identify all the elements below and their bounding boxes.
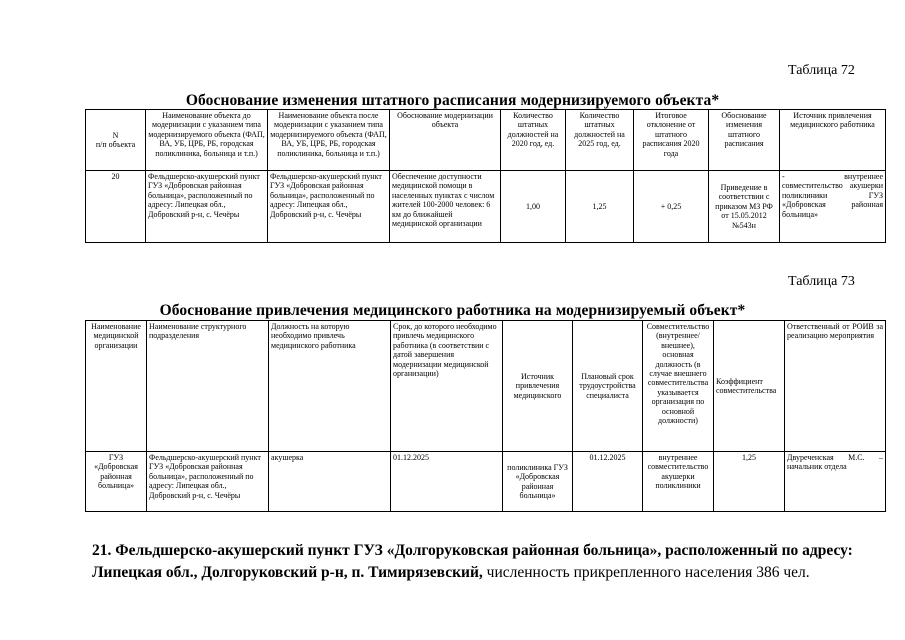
table72-header-cell: Количество штатных должностей на 2025 год, ед. bbox=[566, 110, 634, 171]
table72-header-cell: Итоговое отклонение от штатного расписания 2020 года bbox=[634, 110, 709, 171]
table73-cell: Фельдшерско-акушерский пункт ГУЗ «Добровская районная больница», расположенный по адресу: Липецкая обл., Добровский р-н, с. Чечёры bbox=[147, 452, 269, 512]
table73-header-cell: Плановый срок трудоустройства специалиста bbox=[573, 321, 643, 452]
table72 bbox=[85, 109, 886, 243]
table72-cell: Обеспечение доступности медицинской помощи в населенных пунктах с числом жителей 100-2000 человек: 6 км до ближайшей медицинской организации bbox=[390, 171, 501, 243]
table73 bbox=[85, 320, 886, 512]
table73-header-row bbox=[86, 321, 886, 452]
table73-cell: поликлиника ГУЗ «Добровская районная больница» bbox=[503, 452, 573, 512]
table72-header-cell: Обоснование изменения штатного расписания bbox=[709, 110, 780, 171]
table73-cell: ГУЗ «Добровская районная больница» bbox=[86, 452, 147, 512]
table73-cell: 01.12.2025 bbox=[391, 452, 503, 512]
table72-header-cell: Наименование объекта после модернизации с указанием типа модернизируемого объекта (ФАП, ВА, УБ, ЦРБ, РБ, городская поликлиника, больница и т.п.) bbox=[268, 110, 390, 171]
table72-title: Обоснование изменения штатного расписания модернизируемого объекта* bbox=[185, 92, 720, 109]
table72-header-cell: Источник привлечения медицинского работника bbox=[780, 110, 886, 171]
table72-header-cell: N п/п объекта bbox=[86, 110, 146, 171]
table73-header-cell: Коэффициент совместительства bbox=[714, 321, 785, 452]
table73-label: Таблица 73 bbox=[788, 274, 855, 289]
table73-header-cell: Источник привлечения медицинского bbox=[503, 321, 573, 452]
section-21-normal-text: численность прикрепленного населения 386 чел. bbox=[482, 564, 810, 581]
table72-header-cell: Наименование объекта до модернизации с указанием типа модернизируемого объекта (ФАП, ВА, УБ, ЦРБ, РБ, городская поликлиника, больница и т.п.) bbox=[146, 110, 268, 171]
table72-cell: 1,25 bbox=[566, 171, 634, 243]
table72-header-cell: Обоснование модернизации объекта bbox=[390, 110, 501, 171]
table73-cell: 01.12.2025 bbox=[573, 452, 643, 512]
table73-header-cell: Срок, до которого необходимо привлечь медицинского работника (в соответствии с датой завершения модернизации медицинской организации) bbox=[391, 321, 503, 452]
table73-cell: внутреннее совместительство акушерки поликлиники bbox=[643, 452, 714, 512]
table73-header-cell: Совместительство (внутреннее/внешнее), основная должность (в случае внешнего совместительства указывается организация по основной должности) bbox=[643, 321, 714, 452]
table73-header-cell: Наименование структурного подразделения bbox=[147, 321, 269, 452]
section-21-bold-text: 21. Фельдшерско-акушерский пункт ГУЗ «Долгоруковская районная больница», расположенный по адресу: Липецкая обл., Долгоруковский р-н, п. Тимирязевский, bbox=[92, 542, 853, 581]
table73-cell: 1,25 bbox=[714, 452, 785, 512]
table73-cell: Двуреченская М.С. – начальник отдела bbox=[785, 452, 886, 512]
table73-header-cell: Наименование медицинской организации bbox=[86, 321, 147, 452]
table72-cell: Фельдшерско-акушерский пункт ГУЗ «Добровская районная больница», расположенный по адресу: Липецкая обл., Добровский р-н, с. Чечёры bbox=[268, 171, 390, 243]
table73-header-cell: Ответственный от РОИВ за реализацию мероприятия bbox=[785, 321, 886, 452]
table72-label: Таблица 72 bbox=[788, 63, 855, 78]
table72-header-row bbox=[86, 110, 886, 171]
table73-title: Обоснование привлечения медицинского работника на модернизируемый объект* bbox=[159, 302, 746, 319]
table72-cell: + 0,25 bbox=[634, 171, 709, 243]
table72-cell: 20 bbox=[86, 171, 146, 243]
table72-cell: 1,00 bbox=[501, 171, 566, 243]
table-row bbox=[86, 452, 886, 512]
table72-cell: Приведение в соответствии с приказом МЗ РФ от 15.05.2012 №543н bbox=[709, 171, 780, 243]
table72-cell: Фельдшерско-акушерский пункт ГУЗ «Добровская районная больница», расположенный по адресу: Липецкая обл., Добровский р-н, с. Чечёры bbox=[146, 171, 268, 243]
table-row bbox=[86, 171, 886, 243]
table72-cell: - внутреннее совместительство акушерки поликлиники ГУЗ «Добровская районная больница» bbox=[780, 171, 886, 243]
table72-header-cell: Количество штатных должностей на 2020 год, ед. bbox=[501, 110, 566, 171]
table73-cell: акушерка bbox=[269, 452, 391, 512]
table73-header-cell: Должность на которую необходимо привлечь медицинского работника bbox=[269, 321, 391, 452]
section-21-paragraph bbox=[92, 540, 872, 584]
